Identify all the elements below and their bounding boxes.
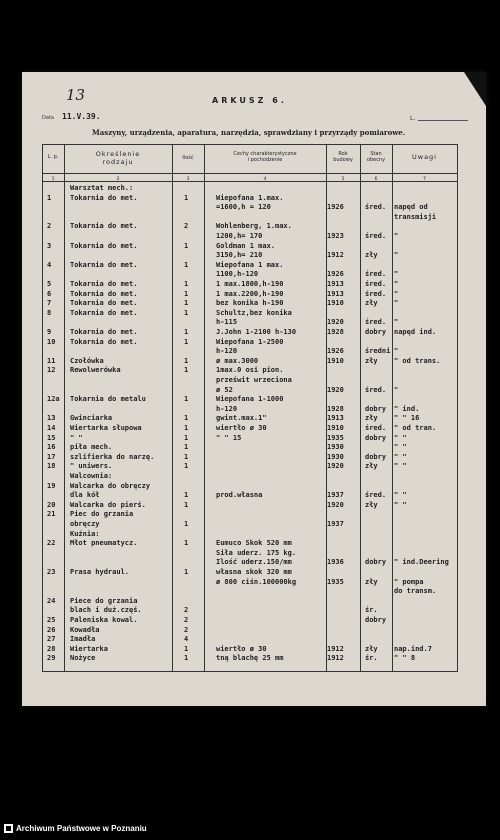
cell-year: 1910: [327, 424, 344, 432]
cell-lp: 5: [47, 280, 52, 288]
cell-lp: 3: [47, 241, 52, 250]
cell-lp: 22: [47, 539, 56, 548]
cell-year: 1913: [327, 414, 344, 423]
cell-qty: 2: [184, 606, 189, 615]
cell-lp: 18: [47, 462, 56, 471]
cell-state: zły: [365, 356, 378, 365]
archive-name: Archiwum Państwowe w Poznaniu: [16, 824, 147, 833]
document-subtitle: Maszyny, urządzenia, aparatura, narzędzia, sprawdziany i przyrządy pomiarowe.: [92, 128, 406, 137]
header-features: [204, 151, 326, 163]
cell-remarks: ": [394, 299, 399, 308]
cell-features: wiertło ø 30: [216, 424, 267, 432]
cell-lp: 12a: [47, 395, 60, 404]
l-label: L.: [410, 115, 416, 122]
cell-year: 1923: [327, 232, 344, 240]
cell-qty: 1: [184, 443, 189, 452]
cell-features: ø max.3000: [216, 356, 259, 365]
cell-features: Wiepofana 1 max.: [216, 260, 284, 269]
table-row: [42, 655, 472, 667]
cell-features: 3150,h= 210: [216, 251, 263, 260]
cell-lp: 11: [47, 356, 56, 365]
cell-lp: 20: [47, 500, 56, 509]
cell-qty: 1: [184, 356, 189, 365]
cell-lp: 28: [47, 644, 56, 653]
folded-corner: [464, 72, 486, 106]
cell-lp: 29: [47, 654, 56, 663]
cell-state: zły: [365, 414, 378, 423]
cell-remarks: ": [394, 232, 399, 240]
cell-name: szlifierka do narzę.: [70, 452, 155, 461]
cell-name: dla kół: [70, 491, 100, 500]
cell-state: dobry: [365, 558, 387, 567]
cell-year: 1937: [327, 520, 344, 528]
cell-remarks: ": [394, 280, 399, 288]
cell-qty: 1: [184, 260, 189, 269]
cell-year: 1930: [327, 443, 344, 452]
cell-remarks: ": [394, 270, 399, 279]
header-year: [326, 151, 360, 163]
cell-remarks: ": [394, 347, 399, 356]
cell-features: Wohlenberg, 1.max.: [216, 222, 292, 231]
cell-qty: 1: [184, 520, 189, 528]
cell-qty: 1: [184, 395, 189, 404]
cell-name: Prasa hydraul.: [70, 568, 130, 576]
cell-features: 1200,h= 170: [216, 232, 263, 240]
cell-qty: 1: [184, 241, 189, 250]
cell-features: 1 max.2200,h-190: [216, 289, 284, 298]
header-features-line1: Cechy charakterystyczne: [233, 151, 297, 157]
cell-features: =1600,h = 120: [216, 203, 271, 212]
cell-year: 1935: [327, 577, 344, 586]
cell-qty: 1: [184, 289, 189, 298]
cell-year: 1937: [327, 491, 344, 500]
archive-logo-icon: [4, 824, 13, 833]
cell-qty: 1: [184, 491, 189, 500]
cell-year: 1912: [327, 251, 344, 260]
header-rule: [42, 173, 458, 174]
cell-name: blach i duż.częś.: [70, 606, 142, 615]
cell-name: " ": [70, 433, 83, 442]
cell-lp: 7: [47, 299, 52, 308]
cell-remarks: " ": [394, 433, 407, 442]
cell-name: Tokarnia do met.: [70, 241, 138, 250]
cell-name: Kowadła: [70, 625, 100, 634]
cell-name: Walcarka do obręczy: [70, 481, 151, 490]
cell-state: śred.: [365, 270, 387, 279]
cell-year: 1926: [327, 203, 344, 212]
cell-year: 1913: [327, 289, 344, 298]
cell-state: dobry: [365, 433, 387, 442]
cell-qty: 1: [184, 568, 189, 576]
handwritten-number: 13: [66, 86, 86, 104]
cell-name: Wiertarka: [70, 644, 108, 653]
date-label: Data: [42, 115, 54, 121]
cell-qty: 2: [184, 222, 189, 231]
cell-lp: 2: [47, 222, 52, 231]
header-name: [64, 150, 172, 166]
cell-name: Nożyce: [70, 654, 96, 663]
cell-lp: 24: [47, 596, 56, 605]
cell-state: śred.: [365, 385, 387, 394]
cell-remarks: " od tran.: [394, 424, 437, 432]
cell-lp: 19: [47, 481, 56, 490]
cell-state: zły: [365, 577, 378, 586]
cell-remarks: napęd od: [394, 203, 428, 212]
cell-year: 1920: [327, 500, 344, 509]
cell-features: Wiepofana 1-1000: [216, 395, 284, 404]
table-body: [42, 185, 472, 675]
cell-remarks: " pompa: [394, 577, 424, 586]
cell-remarks: " ": [394, 452, 407, 461]
cell-state: zły: [365, 299, 378, 308]
cell-year: 1920: [327, 385, 344, 394]
cell-year: 1935: [327, 433, 344, 442]
column-number: 1: [51, 177, 55, 182]
cell-qty: 1: [184, 280, 189, 288]
cell-year: 1928: [327, 404, 344, 413]
cell-remarks: " " 16: [394, 414, 420, 423]
cell-name: Tokarnia do met.: [70, 308, 138, 317]
cell-lp: 21: [47, 510, 56, 519]
column-number: 6: [374, 177, 378, 182]
cell-year: 1928: [327, 328, 344, 336]
cell-year: 1912: [327, 644, 344, 653]
cell-lp: 9: [47, 328, 52, 336]
cell-features: bez konika h-190: [216, 299, 284, 308]
cell-state: śred.: [365, 289, 387, 298]
cell-features: " " 15: [216, 433, 242, 442]
cell-state: śred.: [365, 318, 387, 327]
cell-qty: 2: [184, 616, 189, 624]
cell-qty: 1: [184, 193, 189, 202]
cell-remarks: " " 8: [394, 654, 416, 663]
cell-lp: 1: [47, 193, 52, 202]
cell-name: obręczy: [70, 520, 100, 528]
cell-features: h-115: [216, 318, 238, 327]
cell-state: śred.: [365, 491, 387, 500]
cell-name: Kuźnia:: [70, 529, 100, 538]
cell-remarks: ": [394, 251, 399, 260]
cell-name: Rewolwerówka: [70, 366, 121, 375]
column-number: 2: [116, 177, 120, 182]
cell-year: 1920: [327, 462, 344, 471]
cell-qty: 1: [184, 308, 189, 317]
cell-features: 1100,h-120: [216, 270, 259, 279]
cell-features: h-120: [216, 404, 238, 413]
table-top-rule: [42, 144, 458, 145]
cell-name: Czołówka: [70, 356, 104, 365]
cell-remarks: " ind.: [394, 404, 420, 413]
cell-year: 1926: [327, 270, 344, 279]
date-value: 11.V.39.: [62, 112, 101, 121]
cell-lp: 10: [47, 337, 56, 346]
cell-lp: 12: [47, 366, 56, 375]
cell-year: 1930: [327, 452, 344, 461]
cell-remarks: nap.ind.7: [394, 644, 432, 653]
cell-features: gwint.max.1": [216, 414, 267, 423]
cell-features: prześwit wrzeciona: [216, 376, 292, 384]
cell-name: Tokarnia do metalu: [70, 395, 146, 404]
cell-state: śred.: [365, 280, 387, 288]
cell-features: ø 52: [216, 385, 233, 394]
cell-lp: 4: [47, 260, 52, 269]
cell-remarks: " ": [394, 491, 407, 500]
cell-qty: 1: [184, 414, 189, 423]
cell-name: Walcownia:: [70, 472, 113, 480]
cell-state: dobry: [365, 452, 387, 461]
header-year-line1: Rok: [338, 151, 348, 157]
header-remarks: Uwagi: [412, 153, 437, 161]
cell-year: 1920: [327, 318, 344, 327]
cell-lp: 16: [47, 443, 56, 452]
header-state-line1: Stan: [370, 151, 382, 157]
cell-lp: 8: [47, 308, 52, 317]
cell-name: Walcarka do pierś.: [70, 500, 146, 509]
cell-lp: 13: [47, 414, 56, 423]
cell-name: " uniwers.: [70, 462, 113, 471]
cell-name: Piece do grzania: [70, 596, 138, 605]
cell-features: tną blachę 25 mm: [216, 654, 284, 663]
cell-qty: 1: [184, 452, 189, 461]
cell-features: prod.własna: [216, 491, 263, 500]
column-number: 3: [186, 177, 190, 182]
cell-name: Imadła: [70, 635, 96, 644]
cell-features: 1 max.1800,h-190: [216, 280, 284, 288]
cell-state: dobry: [365, 404, 387, 413]
cell-name: piła mech.: [70, 443, 113, 452]
header-lp: L. p.: [47, 154, 59, 160]
cell-features: Siła uderz. 175 kg.: [216, 548, 297, 557]
cell-qty: 1: [184, 644, 189, 653]
cell-lp: 17: [47, 452, 56, 461]
cell-features: wiertło ø 30: [216, 644, 267, 653]
cell-lp: 14: [47, 424, 56, 432]
cell-features: Wiepofana 1-2500: [216, 337, 284, 346]
cell-features: h-120: [216, 347, 238, 356]
cell-lp: 27: [47, 635, 56, 644]
cell-state: śr.: [365, 606, 378, 615]
cell-features: 1max.0 osi pion.: [216, 366, 284, 375]
document-page: [22, 72, 486, 706]
cell-year: 1913: [327, 280, 344, 288]
cell-name: Tokarnia do met.: [70, 299, 138, 308]
cell-name: Paleniska kowal.: [70, 616, 138, 624]
cell-remarks: ": [394, 289, 399, 298]
cell-name: Gwinciarka: [70, 414, 113, 423]
cell-features: Schultz,bez konika: [216, 308, 292, 317]
cell-name: Warsztat mech.:: [70, 184, 134, 192]
cell-state: średni: [365, 347, 391, 356]
column-number: 5: [341, 177, 345, 182]
cell-qty: 1: [184, 462, 189, 471]
cell-remarks: " ": [394, 462, 407, 471]
cell-lp: 15: [47, 433, 56, 442]
cell-qty: 1: [184, 366, 189, 375]
cell-name: Tokarnia do met.: [70, 337, 138, 346]
cell-remarks: " ": [394, 500, 407, 509]
cell-lp: 25: [47, 616, 56, 624]
cell-qty: 4: [184, 635, 189, 644]
header-features-line2: i pochodzenie: [247, 157, 283, 163]
cell-state: dobry: [365, 616, 387, 624]
cell-remarks: napęd ind.: [394, 328, 437, 336]
cell-year: 1936: [327, 558, 344, 567]
cell-state: zły: [365, 251, 378, 260]
archive-footer: [4, 824, 147, 833]
cell-year: 1926: [327, 347, 344, 356]
cell-qty: 1: [184, 539, 189, 548]
cell-year: 1910: [327, 299, 344, 308]
cell-lp: 26: [47, 625, 56, 634]
cell-name: Tokarnia do met.: [70, 222, 138, 231]
cell-lp: 6: [47, 289, 52, 298]
cell-remarks: " ": [394, 443, 407, 452]
cell-qty: 1: [184, 433, 189, 442]
cell-remarks: ": [394, 318, 399, 327]
header-name-line2: rodzaju: [102, 158, 134, 166]
cell-features: Ilość uderz.150/mm: [216, 558, 292, 567]
cell-name: Tokarnia do met.: [70, 193, 138, 202]
cell-name: Tokarnia do met.: [70, 328, 138, 336]
column-number: 4: [263, 177, 267, 182]
cell-remarks: " od trans.: [394, 356, 441, 365]
cell-name: Tokarnia do met.: [70, 289, 138, 298]
cell-state: zły: [365, 644, 378, 653]
cell-features: własna skok 320 mm: [216, 568, 292, 576]
cell-lp: 23: [47, 568, 56, 576]
cell-name: Młot pneumatycz.: [70, 539, 138, 548]
cell-features: ø 800 ciśn.100000kg: [216, 577, 297, 586]
cell-remarks: transmisji: [394, 212, 437, 221]
cell-name: Tokarnia do met.: [70, 260, 138, 269]
cell-features: Goldman 1 max.: [216, 241, 276, 250]
header-state-line2: obecny: [366, 157, 386, 163]
header-name-line1: Określenie: [95, 150, 141, 158]
header-qty: Ilość: [182, 155, 194, 161]
cell-qty: 1: [184, 299, 189, 308]
cell-state: śr.: [365, 654, 378, 663]
cell-state: zły: [365, 462, 378, 471]
cell-state: zły: [365, 500, 378, 509]
cell-qty: 1: [184, 337, 189, 346]
sheet-title: ARKUSZ 6.: [212, 96, 287, 105]
cell-remarks: " ind.Deering: [394, 558, 449, 567]
cell-state: śred.: [365, 203, 387, 212]
cell-year: 1910: [327, 356, 344, 365]
cell-state: śred.: [365, 232, 387, 240]
cell-qty: 1: [184, 500, 189, 509]
cell-state: śred.: [365, 424, 387, 432]
cell-qty: 2: [184, 625, 189, 634]
l-field-line: [418, 120, 468, 121]
cell-state: dobry: [365, 328, 387, 336]
cell-year: 1912: [327, 654, 344, 663]
cell-qty: 1: [184, 424, 189, 432]
cell-features: Wiepofana 1.max.: [216, 193, 284, 202]
column-number: 7: [423, 177, 426, 182]
header-state: [360, 151, 392, 163]
cell-qty: 1: [184, 328, 189, 336]
header-year-line2: budowy: [333, 157, 353, 163]
cell-qty: 1: [184, 654, 189, 663]
cell-remarks: do transm.: [394, 587, 437, 596]
cell-name: Tokarnia do met.: [70, 280, 138, 288]
cell-name: Piec do grzania: [70, 510, 134, 519]
cell-features: Eumuco Skok 520 mm: [216, 539, 292, 548]
cell-features: J.John 1-2100 h-130: [216, 328, 297, 336]
cell-remarks: ": [394, 385, 399, 394]
cell-name: Wiertarka słupowa: [70, 424, 142, 432]
